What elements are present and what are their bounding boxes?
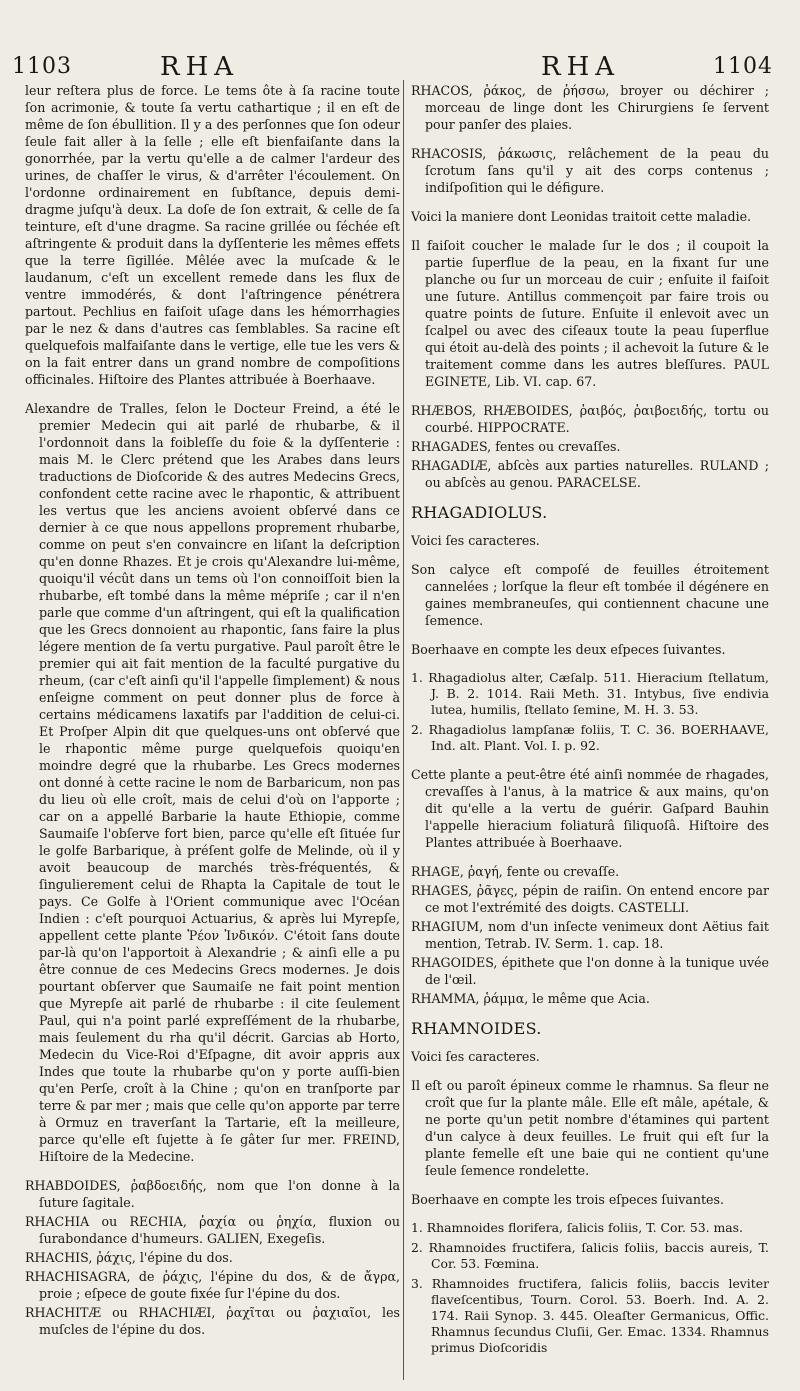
right-running-head: RHA (541, 52, 621, 82)
entry-rhacos: RHACOS, ῥάκος, de ῥήσσω, broyer ou déchirer ; morceau de linge dont les Chirurgiens ſe ſervent pour panſer des plaies. (411, 83, 769, 132)
left-page-number: 1103 (12, 54, 72, 79)
right-page-number: 1104 (713, 54, 773, 79)
rhamnoides-species-list (411, 1220, 769, 1356)
rhagadiolus-species-list (411, 670, 769, 754)
entry-rhages: RHAGES, ῥᾶγες, pépin de raiſin. On entend encore par ce mot l'extrémité des doigts. CASTELLI. (411, 883, 769, 915)
species-item: 3. Rhamnoides fructifera, ſalicis foliis, baccis leviter flaveſcentibus, Tourn. Corol. 53. Boerh. Ind. A. 2. 174. Raii Synop. 3. 445. Oleaſter Germanicus, Offic. Rhamnus ſecundus Cluſii, Ger. Emac. 1334. Rhamnus primus Dioſcoridis (411, 1276, 769, 1355)
heading-rhagadiolus: RHAGADIOLUS. (411, 503, 548, 522)
entry-rhagadiae: RHAGADIÆ, abſcès aux parties naturelles. RULAND ; ou abſcès au genou. PARACELSE. (411, 458, 769, 490)
rhagadiolus-species-intro: Boerhaave en compte les deux eſpeces ſuivantes. (411, 642, 726, 657)
species-item: 2. Rhamnoides fructifera, ſalicis foliis, baccis aureis, T. Cor. 53. Fœmina. (411, 1240, 769, 1271)
leonidas-procedure: Il faiſoit coucher le malade ſur le dos ; il coupoit la partie ſuperflue de la peau, en la fixant ſur une planche ou ſur un morceau de cuir ; enſuite il faiſoit une ſuture. Antillus commençoit par faire trois ou quatre points de ſuture. Enſuite il enlevoit avec un ſcalpel ou avec des ciſeaux toute la peau ſuperflue qui étoit au-delà des points ; il achevoit la ſuture & le traitement comme dans les autres bleſſures. PAUL EGINETE, Lib. VI. cap. 67. (411, 238, 769, 389)
entry-rhagades: RHAGADES, fentes ou crevaſſes. (411, 439, 621, 454)
rhamnoides-description: Il eſt ou paroît épineux comme le rhamnus. Sa fleur ne croît que ſur la plante mâle. Elle eſt mâle, apétale, & ne porte qu'un petit nombre d'étamines qui partent d'un calyce à deux feuilles. Le fruit qui eſt ſur la plante femelle eſt une baie qui ne contient qu'une ſeule ſemence rondelette. (411, 1078, 769, 1178)
entry-rhachisagra: RHACHISAGRA, de ῥάχις, l'épine du dos, & de ἄγρα, proie ; eſpece de goute fixée ſur l'épine du dos. (25, 1269, 400, 1301)
alexandre-de-tralles-paragraph: Alexandre de Tralles, ſelon le Docteur Freind, a été le premier Medecin qui ait parlé de rhubarbe, & il l'ordonnoit dans la foibleſſe du foie & la dyſſenterie : mais M. le Clerc prétend que les Arabes dans leurs traductions de Dioſcoride & des autres Medecins Grecs, confondent cette racine avec le rhapontic, & attribuent les vertus que les anciens avoient obſervé dans ce dernier à ce que nous appellons proprement rhubarbe, comme on peut s'en convaincre en liſant la deſcription qu'en donne Rhazes. Et je crois qu'Alexandre lui-même, quoiqu'il vécût dans un tems où l'on connoiſſoit bien la rhubarbe, eſt tombé dans la même mépriſe ; car il n'en parle que comme d'un aſtringent, qui eſt la qualification que les Grecs donnoient au rhapontic, ſans faire la plus légere mention de ſa vertu purgative. Paul paroît être le premier qui ait fait mention de la faculté purgative du rheum, (car c'eſt ainſi qu'il l'appelle ſimplement) & nous enſeigne comment on peut donner plus de force à certains médicamens laxatifs par l'addition de celui-ci. Et Proſper Alpin dit que quelques-uns ont obſervé que le rhapontic même purge quelquefois quoiqu'en moindre degré que la rhubarbe. Les Grecs modernes ont donné à cette racine le nom de Barbaricum, non pas du lieu où elle croît, mais de celui d'où on l'apporte ; car on a appellé Barbarie la haute Ethiopie, comme Saumaiſe l'obſerve fort bien, parce qu'elle eſt ſituée ſur le golfe Barbarique, à préſent golfe de Melinde, où il y avoit beaucoup de marchés très-fréquentés, & ſingulierement celui de Rhapta la Capitale de tout le pays. Ce Golfe à l'Orient communique avec l'Océan Indien : c'eſt pourquoi Actuarius, & après lui Myrepſe, appellent cette plante Ῥέον Ἰνδικόν. C'étoit ſans doute par-là qu'on l'apportoit à Alexandrie ; & ainſi elle a pu être connue de ces Medecins Grecs modernes. Je dois pourtant obſerver que Saumaiſe ne fait point mention que Myrepſe ait parlé de rhubarbe : il cite ſeulement Paul, qui n'a point parlé expreſſément de la rhubarbe, mais ſeulement du rha qu'il décrit. Garcias ab Horto, Medecin du Vice-Roi d'Eſpagne, dit avoir appris aux Indes que toute la rhubarbe qu'on y porte auſſi-bien qu'en Perſe, croît à la Chine ; qu'on en tranſporte par terre & par mer ; mais que celle qu'on apporte par terre à Ormuz en traverſant la Tartarie, eſt la meilleure, parce qu'elle eſt ſujette à ſe gâter ſur mer. FREIND, Hiſtoire de la Medecine. (25, 401, 400, 1164)
running-header (0, 50, 800, 84)
entry-rhamma: RHAMMA, ῥάμμα, le même que Acia. (411, 991, 650, 1006)
entry-rhachitae: RHACHITÆ ou RHACHIÆI, ῥαχῖται ou ῥαχιαῖοι, les muſcles de l'épine du dos. (25, 1305, 400, 1337)
heading-rhamnoides: RHAMNOIDES. (411, 1019, 542, 1038)
entry-rhagium: RHAGIUM, nom d'un inſecte venimeux dont Aëtius fait mention, Tetrab. IV. Serm. 1. cap. 18. (411, 919, 769, 951)
entry-rhagoides: RHAGOIDES, épithete que l'on donne à la tunique uvée de l'œil. (411, 955, 769, 987)
entry-rhachis: RHACHIS, ῥάχις, l'épine du dos. (25, 1250, 233, 1265)
rhamnoides-intro: Voici ſes caracteres. (411, 1049, 540, 1064)
entry-rhabdoides: RHABDOIDES, ῥαβδοειδής, nom que l'on donne à la ſuture ſagitale. (25, 1178, 400, 1210)
rhagadiolus-description: Son calyce eſt compoſé de feuilles étroitement cannelées ; lorſque la fleur eſt tombée il dégénere en gaines membraneuſes, qui contiennent chacune une ſemence. (411, 562, 769, 628)
left-column (25, 82, 400, 1382)
column-rule (403, 80, 404, 1380)
rhagadiolus-note: Cette plante a peut-être été ainſi nommée de rhagades, crevaſſes à l'anus, à la matrice & aux mains, qu'on dit qu'elle a la vertu de guérir. Gaſpard Bauhin l'appelle hieracium foliaturâ ſiliquoſâ. Hiſtoire des Plantes attribuée à Boerhaave. (411, 767, 769, 850)
entry-rhage: RHAGE, ῥαγή, fente ou crevaſſe. (411, 864, 620, 879)
left-running-head: RHA (160, 52, 240, 82)
entry-rhaebos: RHÆBOS, RHÆBOIDES, ῥαιβός, ῥαιβοειδής, tortu ou courbé. HIPPOCRATE. (411, 403, 769, 435)
right-column (411, 82, 769, 1382)
species-item: 1. Rhamnoides florifera, ſalicis foliis, T. Cor. 53. mas. (411, 1220, 743, 1235)
entry-rhachia: RHACHIA ou RECHIA, ῥαχία ou ῥηχία, fluxion ou ſurabondance d'humeurs. GALIEN, Exegeſis. (25, 1214, 400, 1246)
entry-rhacosis: RHACOSIS, ῥάκωσις, relâchement de la peau du ſcrotum ſans qu'il y ait des corps contenus ; indiſpoſition qui le défigure. (411, 146, 769, 195)
leonidas-intro: Voici la maniere dont Leonidas traitoit cette maladie. (411, 209, 752, 224)
rhamnoides-species-intro: Boerhaave en compte les trois eſpeces ſuivantes. (411, 1192, 724, 1207)
species-item: 1. Rhagadiolus alter, Cæſalp. 511. Hieracium ſtellatum, J. B. 2. 1014. Raii Meth. 31. Intybus, ſive endivia lutea, humilis, ſtellato ſemine, M. H. 3. 53. (411, 670, 769, 717)
rhubarb-continuation: leur reſtera plus de force. Le tems ôte à ſa racine toute ſon acrimonie, & toute ſa vertu cathartique ; il en eſt de même de ſon ébullition. Il y a des perſonnes que ſon odeur ſeule fait aller à la ſelle ; elle eſt bienfaiſante dans la gonorrhée, par la vertu qu'elle a de calmer l'ardeur des urines, de chaſſer le virus, & d'arrêter l'écoulement. On l'ordonne ordinairement en ſubſtance, depuis demi-dragme juſqu'à deux. La doſe de ſon extrait, & celle de ſa teinture, eſt d'une dragme. Sa racine grillée ou ſéchée eſt aſtringente & produit dans la dyſſenterie les mêmes effets que la terre ſigillée. Mêlée avec la muſcade & le laudanum, c'eſt un excellent remede dans les flux de ventre immodérés, & dont l'aſtringence pénétrera partout. Pechlius en faiſoit uſage dans les hémorrhagies par le nez & dans d'autres cas ſemblables. Sa racine eſt quelquefois malfaiſante dans le vertige, elle tue les vers & on la fait entrer dans un grand nombre de compoſitions officinales. Hiſtoire des Plantes attribuée à Boerhaave. (25, 83, 400, 387)
rhagadiolus-intro: Voici ſes caracteres. (411, 533, 540, 548)
species-item: 2. Rhagadiolus lampſanæ foliis, T. C. 36. BOERHAAVE, Ind. alt. Plant. Vol. I. p. 92. (411, 722, 769, 753)
